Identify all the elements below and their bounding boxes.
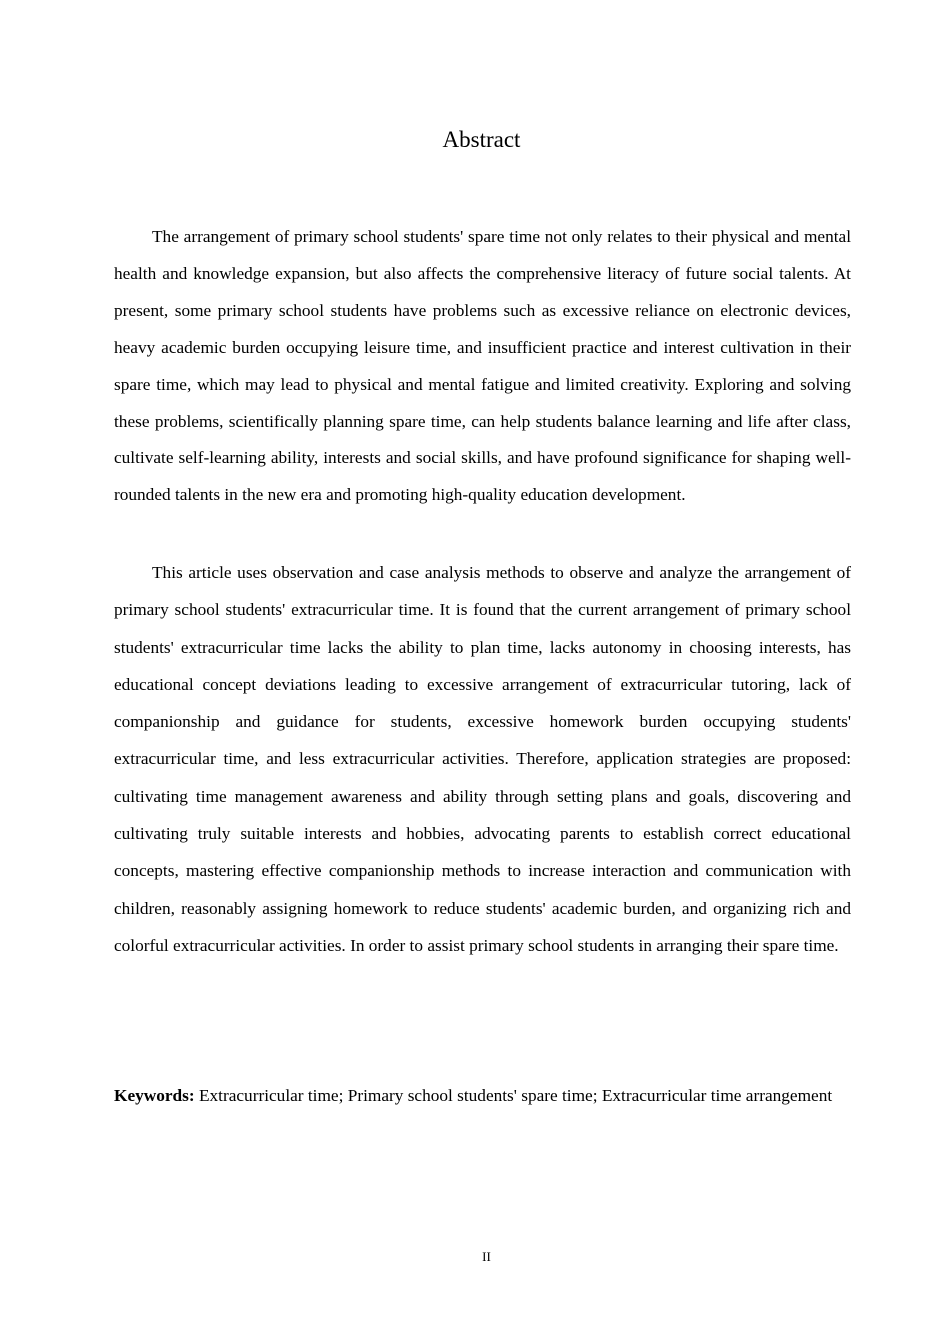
abstract-paragraph-1: The arrangement of primary school students' spare time not only relates to their physical and mental health and knowledge expansion, but also affects the comprehensive literacy of future social talents. At present, some primary school students have problems such as excessive reliance on electronic devices, heavy academic burden occupying leisure time, and insufficient practice and interest cultivation in their spare time, which may lead to physical and mental fatigue and limited creativity. Exploring and solving these problems, scientifically planning spare time, can help students balance learning and life after class, cultivate self-learning ability, interests and social skills, and have profound significance for shaping well-rounded talents in the new era and promoting high-quality education development. xyxy=(114,227,851,505)
page-title: Abstract xyxy=(442,127,521,152)
keywords-text: Extracurricular time; Primary school students' spare time; Extracurricular time arrangement xyxy=(198,1086,833,1105)
page-number: II xyxy=(482,1249,491,1264)
keywords-line xyxy=(114,1078,851,1114)
abstract-paragraph-2: This article uses observation and case analysis methods to observe and analyze the arrangement of primary school students' extracurricular time. It is found that the current arrangement of primary school students' extracurricular time lacks the ability to plan time, lacks autonomy in choosing interests, has educational concept deviations leading to excessive arrangement of extracurricular tutoring, lack of companionship and guidance for students, excessive homework burden occupying students' extracurricular time, and less extracurricular activities. Therefore, application strategies are proposed: cultivating time management awareness and ability through setting plans and goals, discovering and cultivating truly suitable interests and hobbies, advocating parents to establish correct educational concepts, mastering effective companionship methods to increase interaction and communication with children, reasonably assigning homework to reduce students' academic burden, and organizing rich and colorful extracurricular activities. In order to assist primary school students in arranging their spare time. xyxy=(114,563,851,955)
keywords-label: Keywords: xyxy=(114,1086,195,1105)
